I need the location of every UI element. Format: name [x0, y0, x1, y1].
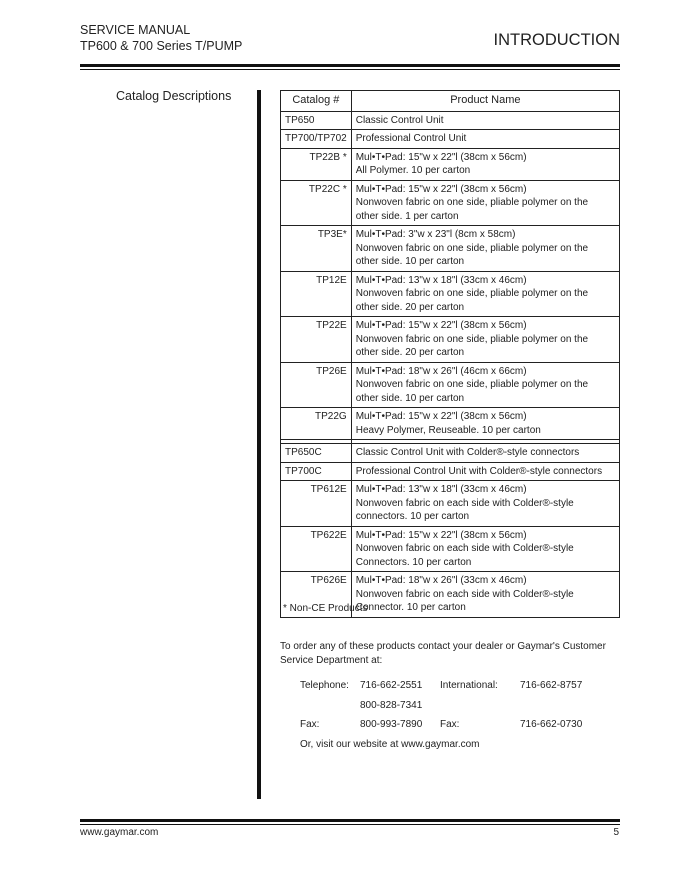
- table-row: [281, 148, 620, 180]
- table-row: [281, 526, 620, 572]
- catalog-number: TP700/TP702: [281, 130, 352, 149]
- product-name: [351, 180, 619, 226]
- table-row: [281, 271, 620, 317]
- product-name: [351, 481, 619, 527]
- website-line: Or, visit our website at www.gaymar.com: [300, 739, 480, 750]
- catalog-number: TP626E: [281, 572, 352, 618]
- international-fax-label: Fax:: [440, 719, 460, 730]
- section-title: INTRODUCTION: [493, 31, 620, 49]
- catalog-number: TP22E: [281, 317, 352, 363]
- product-line: connectors. 10 per carton: [355, 511, 470, 522]
- footer-url: www.gaymar.com: [80, 827, 159, 838]
- product-line: Nonwoven fabric on each side with Colder®-style: [355, 543, 574, 554]
- table-row: [281, 111, 620, 130]
- product-name: [351, 408, 619, 440]
- product-name: [351, 317, 619, 363]
- product-line: other side. 20 per carton: [355, 347, 465, 358]
- fax-number: 800-993-7890: [360, 719, 423, 730]
- manual-header: [80, 22, 242, 54]
- product-line: Nonwoven fabric on one side, pliable polymer on the: [355, 333, 589, 345]
- order-instructions: To order any of these products contact your dealer or Gaymar's Customer Service Department at:: [280, 641, 606, 666]
- catalog-table: [280, 90, 620, 618]
- manual-title: SERVICE MANUAL: [80, 23, 191, 37]
- table-row: [281, 226, 620, 272]
- catalog-number: TP22B *: [281, 148, 352, 180]
- footer-divider: [80, 819, 620, 825]
- product-line: Mul•T•Pad: 18"w x 26"l (33cm x 46cm): [355, 575, 527, 586]
- footnote: * Non-CE Products: [283, 603, 368, 614]
- product-line: Mul•T•Pad: 15"w x 22"l (38cm x 56cm): [355, 529, 527, 541]
- side-heading: Catalog Descriptions: [116, 89, 232, 103]
- international-fax-number: 716-662-0730: [520, 719, 583, 730]
- table-row: [281, 317, 620, 363]
- product-line: other side. 1 per carton: [355, 210, 459, 222]
- product-name: [351, 526, 619, 572]
- table-header-row: [281, 91, 620, 112]
- international-label: International:: [440, 680, 498, 691]
- vertical-divider: [257, 90, 261, 799]
- product-line: other side. 10 per carton: [355, 256, 465, 267]
- product-line: All Polymer. 10 per carton: [355, 165, 471, 176]
- catalog-number: TP26E: [281, 362, 352, 408]
- product-name: [351, 572, 619, 618]
- product-line: Mul•T•Pad: 13"w x 18"l (33cm x 46cm): [355, 274, 527, 286]
- product-name: [351, 271, 619, 317]
- product-line: Mul•T•Pad: 13"w x 18"l (33cm x 46cm): [355, 484, 527, 495]
- product-line: Nonwoven fabric on one side, pliable polymer on the: [355, 197, 589, 208]
- table-row: [281, 462, 620, 481]
- product-line: Connector. 10 per carton: [355, 602, 466, 613]
- product-name: [351, 362, 619, 408]
- table-row: [281, 481, 620, 527]
- product-name: [351, 226, 619, 272]
- product-line: other side. 20 per carton: [355, 301, 465, 313]
- product-name: [351, 148, 619, 180]
- product-name: [351, 130, 619, 149]
- header-divider: [80, 64, 620, 70]
- table-row: [281, 408, 620, 440]
- table-row: [281, 444, 620, 463]
- product-line: Professional Control Unit: [355, 133, 467, 144]
- catalog-number: TP22C *: [281, 180, 352, 226]
- catalog-body: [281, 111, 620, 617]
- product-line: Mul•T•Pad: 15"w x 22"l (38cm x 56cm): [355, 183, 527, 195]
- product-line: Nonwoven fabric on each side with Colder®-style: [355, 497, 574, 509]
- product-line: Nonwoven fabric on one side, pliable polymer on the: [355, 288, 589, 299]
- product-line: Mul•T•Pad: 3"w x 23"l (8cm x 58cm): [355, 229, 516, 240]
- product-line: Classic Control Unit: [355, 114, 444, 126]
- product-line: other side. 10 per carton: [355, 392, 465, 404]
- product-line: Connectors. 10 per carton: [355, 556, 472, 568]
- catalog-number: TP3E*: [281, 226, 352, 272]
- page-number: 5: [613, 827, 619, 838]
- product-line: Nonwoven fabric on one side, pliable polymer on the: [355, 242, 589, 254]
- catalog-number: TP622E: [281, 526, 352, 572]
- catalog-number: TP650C: [281, 444, 352, 463]
- table-row: [281, 362, 620, 408]
- international-number: 716-662-8757: [520, 680, 583, 691]
- catalog-number: TP12E: [281, 271, 352, 317]
- product-line: Mul•T•Pad: 15"w x 22"l (38cm x 56cm): [355, 411, 527, 422]
- column-header-product: Product Name: [351, 91, 619, 112]
- product-line: Mul•T•Pad: 18"w x 26"l (46cm x 66cm): [355, 365, 527, 377]
- product-line: Nonwoven fabric on each side with Colder®-style: [355, 588, 574, 600]
- product-line: Professional Control Unit with Colder®-style connectors: [355, 465, 603, 477]
- product-line: Nonwoven fabric on one side, pliable polymer on the: [355, 379, 589, 390]
- model-series: TP600 & 700 Series T/PUMP: [80, 39, 243, 53]
- telephone-label: Telephone:: [300, 680, 349, 691]
- product-line: Classic Control Unit with Colder®-style connectors: [355, 447, 580, 458]
- column-header-catalog: Catalog #: [281, 91, 352, 112]
- catalog-number: TP650: [281, 111, 352, 130]
- product-line: Mul•T•Pad: 15"w x 22"l (38cm x 56cm): [355, 151, 527, 163]
- product-line: Heavy Polymer, Reuseable. 10 per carton: [355, 424, 541, 436]
- toll-free-number: 800-828-7341: [360, 699, 423, 711]
- telephone-number: 716-662-2551: [360, 680, 423, 691]
- fax-label: Fax:: [300, 719, 320, 730]
- catalog-number: TP22G: [281, 408, 352, 440]
- catalog-number: TP612E: [281, 481, 352, 527]
- product-name: [351, 111, 619, 130]
- catalog-number: TP700C: [281, 462, 352, 481]
- product-name: [351, 444, 619, 463]
- table-row: [281, 130, 620, 149]
- table-row: [281, 180, 620, 226]
- product-name: [351, 462, 619, 481]
- product-line: Mul•T•Pad: 15"w x 22"l (38cm x 56cm): [355, 320, 527, 331]
